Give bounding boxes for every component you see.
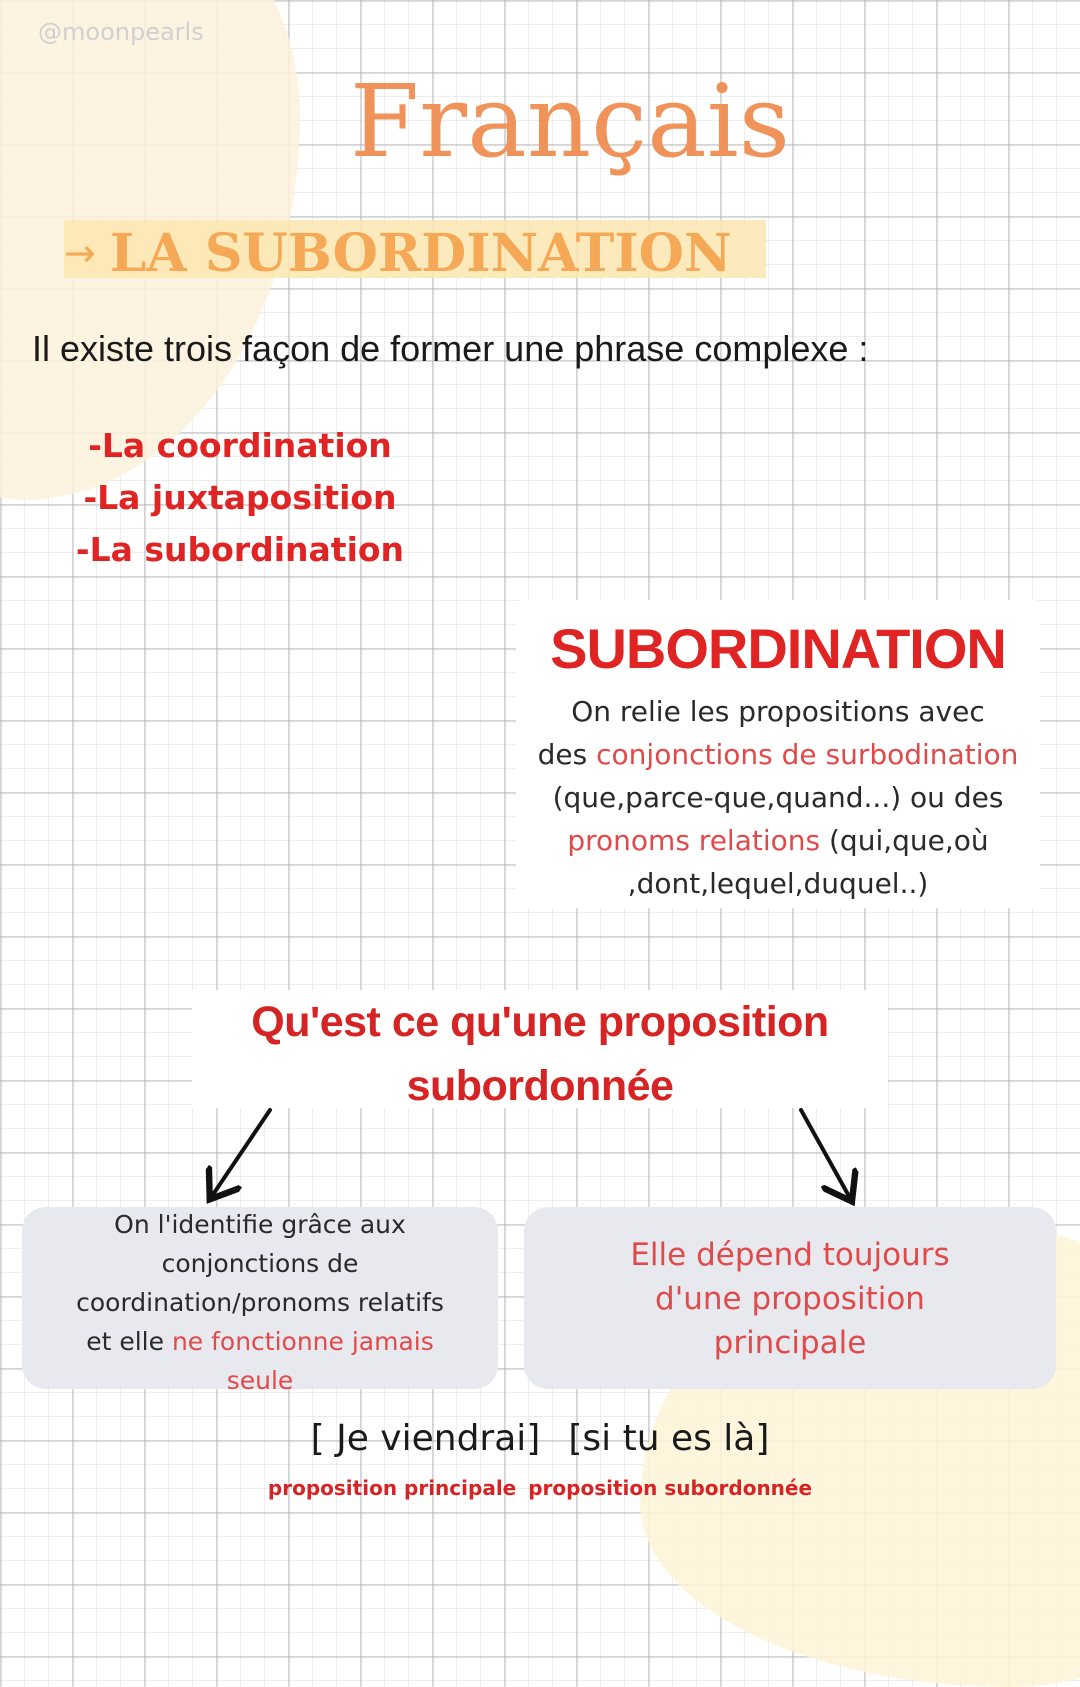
identification-line-5: seule bbox=[226, 1366, 294, 1395]
conjunctions-highlight: conjonctions de surbodination bbox=[596, 738, 1019, 771]
author-watermark: @moonpearls bbox=[38, 18, 204, 46]
identification-line-1: On l'identifie grâce aux bbox=[114, 1210, 406, 1239]
identification-line-2: conjonctions de bbox=[161, 1249, 359, 1278]
identification-text bbox=[22, 1205, 498, 1400]
section-heading-text: LA SUBORDINATION bbox=[109, 222, 732, 284]
identification-box bbox=[22, 1207, 498, 1395]
arrow-down-left-icon bbox=[212, 1110, 270, 1196]
subordination-card bbox=[516, 600, 1040, 908]
card-line-2 bbox=[522, 733, 1034, 776]
identification-line-4-prefix: et elle bbox=[86, 1327, 172, 1356]
identification-line-3: coordination/pronoms relatifs bbox=[76, 1288, 444, 1317]
question-line-1: Qu'est ce qu'une proposition bbox=[251, 998, 829, 1046]
never-alone-highlight: ne fonctionne jamais bbox=[171, 1327, 434, 1356]
main-clause-label: proposition principale bbox=[267, 1476, 517, 1500]
example-labels bbox=[0, 1476, 1080, 1500]
section-heading bbox=[64, 221, 731, 285]
subordination-card-body bbox=[516, 690, 1040, 905]
page-title: Français bbox=[349, 63, 791, 180]
example-sentence bbox=[0, 1418, 1080, 1459]
question-line-2: subordonnée bbox=[406, 1062, 674, 1110]
method-item-coordination: -La coordination bbox=[88, 426, 392, 465]
card-line-4 bbox=[522, 819, 1034, 862]
pronouns-highlight: pronoms relations bbox=[567, 824, 821, 857]
subordination-card-title: SUBORDINATION bbox=[550, 617, 1006, 680]
arrow-down-right-icon bbox=[801, 1110, 850, 1198]
dependency-box bbox=[524, 1207, 1056, 1389]
question-heading bbox=[192, 990, 888, 1118]
identification-line-4 bbox=[22, 1322, 498, 1361]
right-arrow-icon: → bbox=[64, 231, 96, 275]
card-line-1: On relie les propositions avec bbox=[571, 695, 985, 728]
example-sub-clause: [si tu es là] bbox=[568, 1418, 770, 1459]
sub-clause-label: proposition subordonnée bbox=[528, 1476, 813, 1500]
card-line-4-suffix: (qui,que,où bbox=[820, 824, 989, 857]
card-line-2-prefix: des bbox=[537, 738, 597, 771]
example-main-clause: [ Je viendrai] bbox=[310, 1418, 541, 1459]
card-line-5: ,dont,lequel,duquel..) bbox=[627, 867, 929, 900]
method-item-subordination: -La subordination bbox=[75, 530, 405, 569]
method-item-juxtaposition: -La juxtaposition bbox=[83, 478, 397, 517]
card-line-3: (que,parce-que,quand...) ou des bbox=[552, 781, 1004, 814]
methods-list bbox=[0, 420, 480, 576]
dependency-text: Elle dépend toujours d'une proposition principale bbox=[630, 1237, 950, 1361]
intro-sentence: Il existe trois façon de former une phrase complexe : bbox=[32, 328, 869, 369]
